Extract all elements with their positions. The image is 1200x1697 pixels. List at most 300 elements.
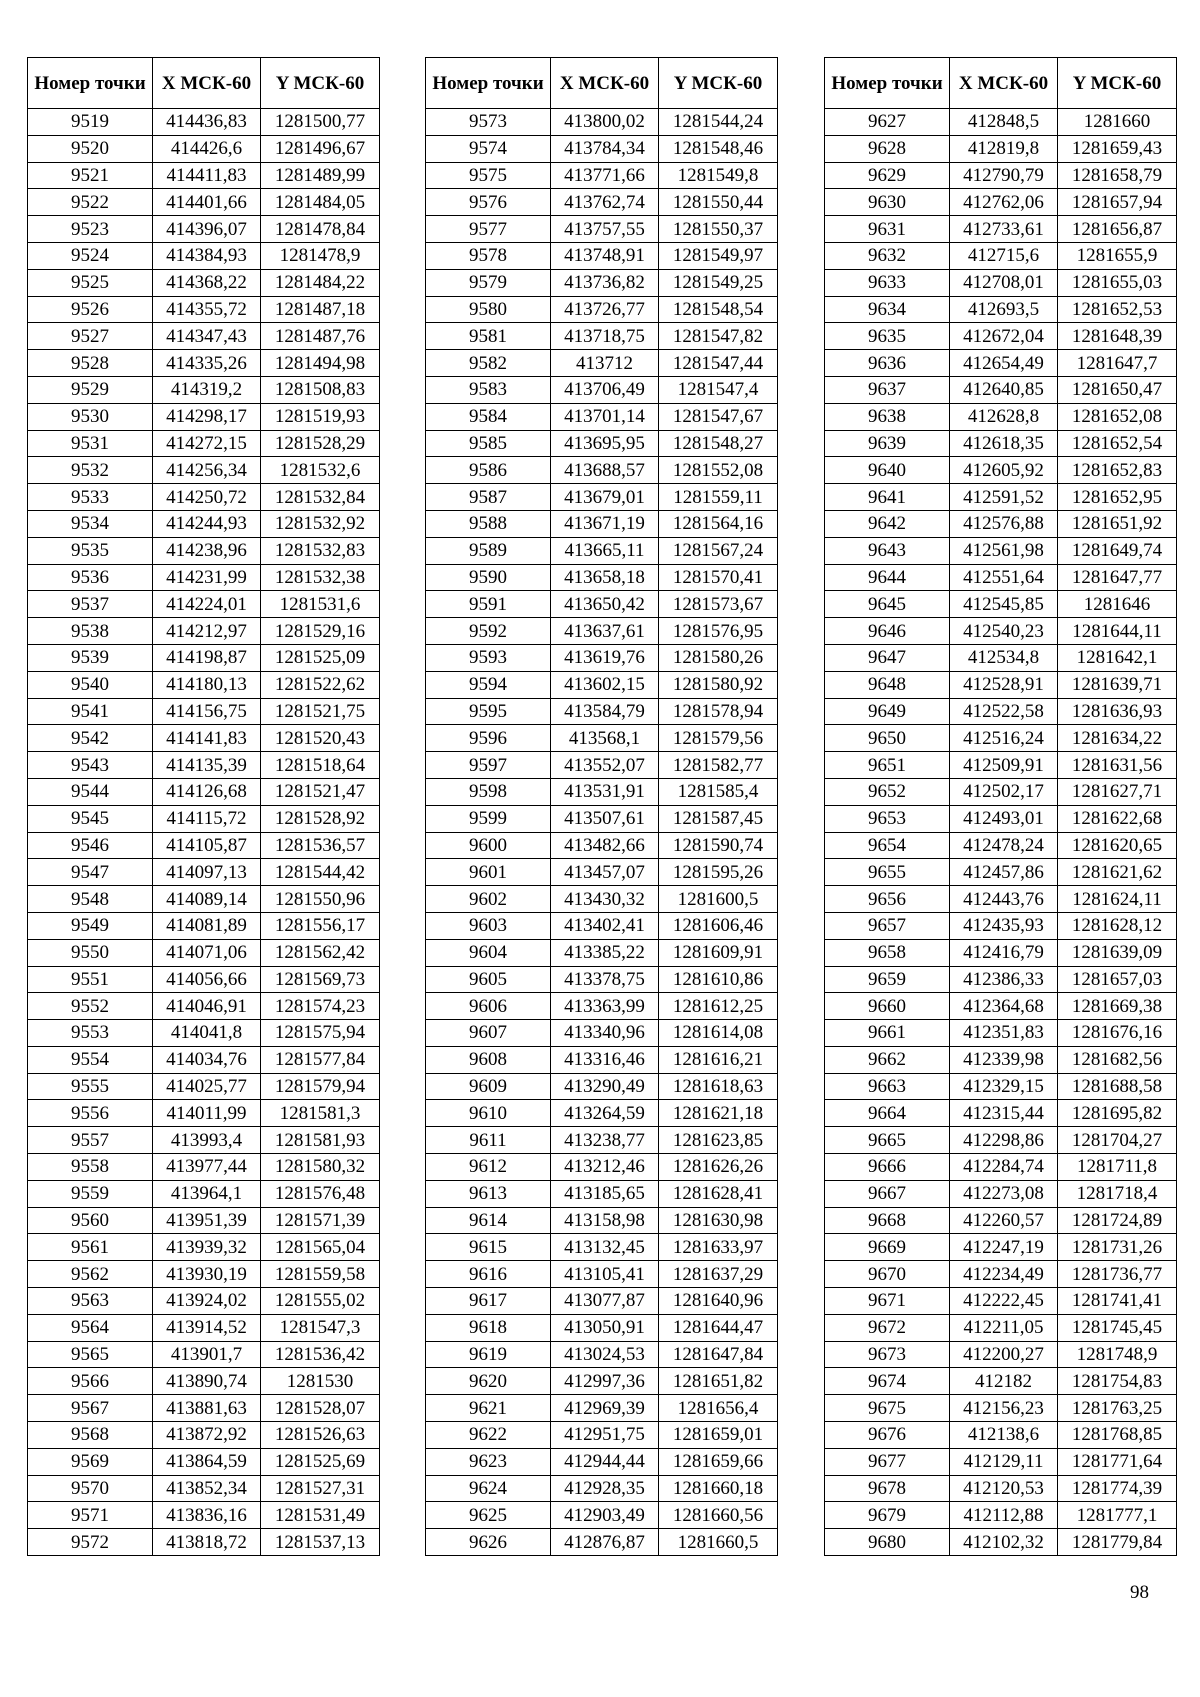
x-coordinate-cell: 414156,75 bbox=[153, 698, 261, 725]
y-coordinate-cell: 1281559,58 bbox=[261, 1261, 380, 1288]
x-coordinate-cell: 414011,99 bbox=[153, 1100, 261, 1127]
x-coordinate-cell: 412618,35 bbox=[950, 430, 1058, 457]
y-coordinate-cell: 1281536,42 bbox=[261, 1341, 380, 1368]
point-number-cell: 9649 bbox=[825, 698, 950, 725]
point-number-cell: 9639 bbox=[825, 430, 950, 457]
point-number-cell: 9638 bbox=[825, 403, 950, 430]
x-coordinate-cell: 412848,5 bbox=[950, 109, 1058, 136]
point-number-cell: 9675 bbox=[825, 1395, 950, 1422]
y-coordinate-cell: 1281522,62 bbox=[261, 671, 380, 698]
y-coordinate-cell: 1281616,21 bbox=[659, 1046, 778, 1073]
x-coordinate-cell: 414081,89 bbox=[153, 912, 261, 939]
x-coordinate-cell: 414244,93 bbox=[153, 510, 261, 537]
coordinate-table-3 bbox=[824, 57, 1177, 1556]
point-number-cell: 9632 bbox=[825, 242, 950, 269]
table-row bbox=[28, 1395, 380, 1422]
x-coordinate-cell: 414384,93 bbox=[153, 242, 261, 269]
table-row bbox=[825, 1046, 1177, 1073]
y-coordinate-cell: 1281500,77 bbox=[261, 109, 380, 136]
y-coordinate-cell: 1281547,3 bbox=[261, 1314, 380, 1341]
x-coordinate-cell: 412260,57 bbox=[950, 1207, 1058, 1234]
x-coordinate-cell: 413185,65 bbox=[551, 1180, 659, 1207]
point-number-cell: 9601 bbox=[426, 859, 551, 886]
point-number-cell: 9567 bbox=[28, 1395, 153, 1422]
point-number-cell: 9642 bbox=[825, 510, 950, 537]
y-coordinate-cell: 1281544,24 bbox=[659, 109, 778, 136]
table-row bbox=[825, 376, 1177, 403]
x-coordinate-cell: 412416,79 bbox=[950, 939, 1058, 966]
x-coordinate-cell: 414126,68 bbox=[153, 778, 261, 805]
y-coordinate-cell: 1281609,91 bbox=[659, 939, 778, 966]
table-row bbox=[825, 1180, 1177, 1207]
point-number-cell: 9651 bbox=[825, 752, 950, 779]
point-number-cell: 9574 bbox=[426, 135, 551, 162]
table-row bbox=[825, 859, 1177, 886]
x-coordinate-cell: 413658,18 bbox=[551, 564, 659, 591]
x-coordinate-cell: 412545,85 bbox=[950, 591, 1058, 618]
x-coordinate-cell: 413077,87 bbox=[551, 1288, 659, 1315]
x-coordinate-cell: 414046,91 bbox=[153, 993, 261, 1020]
y-coordinate-cell: 1281580,92 bbox=[659, 671, 778, 698]
page-number: 98 bbox=[1130, 1582, 1149, 1603]
table-row bbox=[28, 591, 380, 618]
x-coordinate-cell: 413881,63 bbox=[153, 1395, 261, 1422]
table-row bbox=[28, 886, 380, 913]
x-coordinate-cell: 413748,91 bbox=[551, 242, 659, 269]
y-coordinate-cell: 1281745,45 bbox=[1058, 1314, 1177, 1341]
y-coordinate-cell: 1281731,26 bbox=[1058, 1234, 1177, 1261]
y-coordinate-cell: 1281494,98 bbox=[261, 350, 380, 377]
y-coordinate-cell: 1281478,9 bbox=[261, 242, 380, 269]
x-coordinate-cell: 413964,1 bbox=[153, 1180, 261, 1207]
x-coordinate-cell: 413602,15 bbox=[551, 671, 659, 698]
table-row bbox=[825, 296, 1177, 323]
point-number-cell: 9620 bbox=[426, 1368, 551, 1395]
y-coordinate-cell: 1281640,96 bbox=[659, 1288, 778, 1315]
x-coordinate-cell: 413650,42 bbox=[551, 591, 659, 618]
table-row bbox=[28, 1314, 380, 1341]
point-number-cell: 9527 bbox=[28, 323, 153, 350]
point-number-cell: 9625 bbox=[426, 1502, 551, 1529]
x-coordinate-cell: 412284,74 bbox=[950, 1154, 1058, 1181]
point-number-cell: 9532 bbox=[28, 457, 153, 484]
table-row bbox=[426, 725, 778, 752]
point-number-cell: 9525 bbox=[28, 269, 153, 296]
x-coordinate-cell: 413378,75 bbox=[551, 966, 659, 993]
point-number-cell: 9657 bbox=[825, 912, 950, 939]
table-row bbox=[825, 510, 1177, 537]
x-coordinate-cell: 412969,39 bbox=[551, 1395, 659, 1422]
table-row bbox=[28, 1180, 380, 1207]
point-number-cell: 9558 bbox=[28, 1154, 153, 1181]
y-coordinate-cell: 1281724,89 bbox=[1058, 1207, 1177, 1234]
y-coordinate-cell: 1281556,17 bbox=[261, 912, 380, 939]
x-coordinate-cell: 412654,49 bbox=[950, 350, 1058, 377]
point-number-cell: 9547 bbox=[28, 859, 153, 886]
y-coordinate-cell: 1281639,71 bbox=[1058, 671, 1177, 698]
table-row bbox=[825, 644, 1177, 671]
y-coordinate-cell: 1281649,74 bbox=[1058, 537, 1177, 564]
table-row bbox=[28, 296, 380, 323]
table-row bbox=[825, 403, 1177, 430]
point-number-cell: 9588 bbox=[426, 510, 551, 537]
y-coordinate-cell: 1281550,37 bbox=[659, 216, 778, 243]
table-row bbox=[28, 269, 380, 296]
x-coordinate-cell: 413924,02 bbox=[153, 1288, 261, 1315]
point-number-cell: 9577 bbox=[426, 216, 551, 243]
point-number-cell: 9626 bbox=[426, 1529, 551, 1556]
point-number-cell: 9539 bbox=[28, 644, 153, 671]
x-coordinate-cell: 413757,55 bbox=[551, 216, 659, 243]
x-coordinate-cell: 413800,02 bbox=[551, 109, 659, 136]
table-row bbox=[426, 269, 778, 296]
x-coordinate-cell: 414212,97 bbox=[153, 618, 261, 645]
y-coordinate-cell: 1281532,92 bbox=[261, 510, 380, 537]
table-row bbox=[825, 430, 1177, 457]
x-coordinate-cell: 413939,32 bbox=[153, 1234, 261, 1261]
point-number-cell: 9561 bbox=[28, 1234, 153, 1261]
table-row bbox=[28, 430, 380, 457]
point-number-cell: 9664 bbox=[825, 1100, 950, 1127]
point-number-cell: 9536 bbox=[28, 564, 153, 591]
x-coordinate-cell: 412997,36 bbox=[551, 1368, 659, 1395]
y-coordinate-cell: 1281547,4 bbox=[659, 376, 778, 403]
y-coordinate-cell: 1281521,75 bbox=[261, 698, 380, 725]
x-coordinate-cell: 412102,32 bbox=[950, 1529, 1058, 1556]
x-coordinate-cell: 414115,72 bbox=[153, 805, 261, 832]
table-row bbox=[426, 1422, 778, 1449]
point-number-cell: 9582 bbox=[426, 350, 551, 377]
x-coordinate-cell: 412339,98 bbox=[950, 1046, 1058, 1073]
x-coordinate-cell: 412493,01 bbox=[950, 805, 1058, 832]
point-number-cell: 9624 bbox=[426, 1475, 551, 1502]
table-row bbox=[28, 778, 380, 805]
y-coordinate-cell: 1281532,6 bbox=[261, 457, 380, 484]
x-coordinate-cell: 412329,15 bbox=[950, 1073, 1058, 1100]
table-row bbox=[28, 1154, 380, 1181]
x-coordinate-cell: 413864,59 bbox=[153, 1448, 261, 1475]
table-header-row bbox=[825, 58, 1177, 109]
x-coordinate-cell: 413890,74 bbox=[153, 1368, 261, 1395]
y-coordinate-cell: 1281628,41 bbox=[659, 1180, 778, 1207]
point-number-cell: 9652 bbox=[825, 778, 950, 805]
point-number-cell: 9575 bbox=[426, 162, 551, 189]
point-number-cell: 9677 bbox=[825, 1448, 950, 1475]
point-number-cell: 9628 bbox=[825, 135, 950, 162]
x-coordinate-cell: 414250,72 bbox=[153, 484, 261, 511]
point-number-cell: 9597 bbox=[426, 752, 551, 779]
table-row bbox=[825, 832, 1177, 859]
y-coordinate-cell: 1281660,5 bbox=[659, 1529, 778, 1556]
table-row bbox=[825, 323, 1177, 350]
x-coordinate-cell: 412522,58 bbox=[950, 698, 1058, 725]
point-number-cell: 9604 bbox=[426, 939, 551, 966]
point-number-cell: 9605 bbox=[426, 966, 551, 993]
y-coordinate-cell: 1281618,63 bbox=[659, 1073, 778, 1100]
point-number-cell: 9520 bbox=[28, 135, 153, 162]
point-number-cell: 9592 bbox=[426, 618, 551, 645]
point-number-cell: 9645 bbox=[825, 591, 950, 618]
x-coordinate-cell: 412576,88 bbox=[950, 510, 1058, 537]
point-number-cell: 9593 bbox=[426, 644, 551, 671]
table-row bbox=[426, 162, 778, 189]
x-coordinate-cell: 414105,87 bbox=[153, 832, 261, 859]
y-coordinate-cell: 1281771,64 bbox=[1058, 1448, 1177, 1475]
table-row bbox=[28, 966, 380, 993]
x-coordinate-cell: 414347,43 bbox=[153, 323, 261, 350]
x-coordinate-cell: 414256,34 bbox=[153, 457, 261, 484]
point-number-cell: 9647 bbox=[825, 644, 950, 671]
table-row bbox=[825, 216, 1177, 243]
table-row bbox=[426, 832, 778, 859]
table-row bbox=[28, 671, 380, 698]
point-number-cell: 9621 bbox=[426, 1395, 551, 1422]
point-number-cell: 9643 bbox=[825, 537, 950, 564]
x-coordinate-cell: 412693,5 bbox=[950, 296, 1058, 323]
y-coordinate-cell: 1281508,83 bbox=[261, 376, 380, 403]
y-coordinate-cell: 1281774,39 bbox=[1058, 1475, 1177, 1502]
y-coordinate-cell: 1281528,29 bbox=[261, 430, 380, 457]
point-number-cell: 9630 bbox=[825, 189, 950, 216]
x-coordinate-cell: 413568,1 bbox=[551, 725, 659, 752]
y-coordinate-cell: 1281623,85 bbox=[659, 1127, 778, 1154]
x-coordinate-cell: 412457,86 bbox=[950, 859, 1058, 886]
y-coordinate-cell: 1281711,8 bbox=[1058, 1154, 1177, 1181]
table-row bbox=[28, 1020, 380, 1047]
table-row bbox=[825, 189, 1177, 216]
x-coordinate-cell: 412138,6 bbox=[950, 1422, 1058, 1449]
x-coordinate-cell: 412551,64 bbox=[950, 564, 1058, 591]
x-coordinate-cell: 414025,77 bbox=[153, 1073, 261, 1100]
y-coordinate-cell: 1281655,9 bbox=[1058, 242, 1177, 269]
point-number-cell: 9546 bbox=[28, 832, 153, 859]
y-coordinate-cell: 1281532,83 bbox=[261, 537, 380, 564]
point-number-cell: 9614 bbox=[426, 1207, 551, 1234]
point-number-cell: 9595 bbox=[426, 698, 551, 725]
y-coordinate-cell: 1281527,31 bbox=[261, 1475, 380, 1502]
coordinate-table-1 bbox=[27, 57, 380, 1556]
table-row bbox=[426, 564, 778, 591]
y-coordinate-cell: 1281656,4 bbox=[659, 1395, 778, 1422]
table-row bbox=[426, 1020, 778, 1047]
table-row bbox=[825, 778, 1177, 805]
table-row bbox=[28, 216, 380, 243]
table-row bbox=[28, 1261, 380, 1288]
table-row bbox=[28, 1073, 380, 1100]
point-number-cell: 9609 bbox=[426, 1073, 551, 1100]
x-coordinate-cell: 414319,2 bbox=[153, 376, 261, 403]
table-row bbox=[28, 1288, 380, 1315]
x-coordinate-cell: 413402,41 bbox=[551, 912, 659, 939]
table-row bbox=[426, 1288, 778, 1315]
x-coordinate-cell: 412182 bbox=[950, 1368, 1058, 1395]
y-coordinate-cell: 1281657,03 bbox=[1058, 966, 1177, 993]
point-number-cell: 9560 bbox=[28, 1207, 153, 1234]
point-number-cell: 9603 bbox=[426, 912, 551, 939]
y-coordinate-cell: 1281741,41 bbox=[1058, 1288, 1177, 1315]
y-coordinate-cell: 1281659,43 bbox=[1058, 135, 1177, 162]
y-coordinate-cell: 1281704,27 bbox=[1058, 1127, 1177, 1154]
point-number-cell: 9533 bbox=[28, 484, 153, 511]
x-coordinate-cell: 414231,99 bbox=[153, 564, 261, 591]
point-number-cell: 9540 bbox=[28, 671, 153, 698]
table-row bbox=[825, 886, 1177, 913]
point-number-cell: 9523 bbox=[28, 216, 153, 243]
point-number-cell: 9622 bbox=[426, 1422, 551, 1449]
point-number-cell: 9635 bbox=[825, 323, 950, 350]
point-number-cell: 9613 bbox=[426, 1180, 551, 1207]
y-coordinate-cell: 1281519,93 bbox=[261, 403, 380, 430]
point-number-cell: 9549 bbox=[28, 912, 153, 939]
table-row bbox=[825, 1288, 1177, 1315]
x-coordinate-cell: 412672,04 bbox=[950, 323, 1058, 350]
y-coordinate-cell: 1281530 bbox=[261, 1368, 380, 1395]
point-number-cell: 9655 bbox=[825, 859, 950, 886]
point-number-cell: 9568 bbox=[28, 1422, 153, 1449]
x-coordinate-cell: 413105,41 bbox=[551, 1261, 659, 1288]
x-coordinate-cell: 413619,76 bbox=[551, 644, 659, 671]
point-number-cell: 9679 bbox=[825, 1502, 950, 1529]
x-coordinate-cell: 413385,22 bbox=[551, 939, 659, 966]
table-row bbox=[426, 1073, 778, 1100]
point-number-cell: 9550 bbox=[28, 939, 153, 966]
point-number-cell: 9615 bbox=[426, 1234, 551, 1261]
y-coordinate-cell: 1281526,63 bbox=[261, 1422, 380, 1449]
x-coordinate-cell: 413930,19 bbox=[153, 1261, 261, 1288]
y-coordinate-cell: 1281478,84 bbox=[261, 216, 380, 243]
point-number-cell: 9640 bbox=[825, 457, 950, 484]
x-coordinate-cell: 412435,93 bbox=[950, 912, 1058, 939]
y-coordinate-cell: 1281536,57 bbox=[261, 832, 380, 859]
point-number-cell: 9636 bbox=[825, 350, 950, 377]
table-row bbox=[825, 1261, 1177, 1288]
x-coordinate-cell: 412790,79 bbox=[950, 162, 1058, 189]
table-row bbox=[426, 430, 778, 457]
table-row bbox=[28, 832, 380, 859]
y-coordinate-header: Y МСК-60 bbox=[261, 58, 380, 109]
y-coordinate-cell: 1281544,42 bbox=[261, 859, 380, 886]
y-coordinate-cell: 1281647,77 bbox=[1058, 564, 1177, 591]
point-number-cell: 9571 bbox=[28, 1502, 153, 1529]
point-number-cell: 9673 bbox=[825, 1341, 950, 1368]
point-number-cell: 9607 bbox=[426, 1020, 551, 1047]
table-row bbox=[825, 698, 1177, 725]
x-coordinate-cell: 413531,91 bbox=[551, 778, 659, 805]
table-row bbox=[825, 1314, 1177, 1341]
y-coordinate-cell: 1281633,97 bbox=[659, 1234, 778, 1261]
table-row bbox=[28, 323, 380, 350]
y-coordinate-cell: 1281550,96 bbox=[261, 886, 380, 913]
table-row bbox=[825, 242, 1177, 269]
table-row bbox=[28, 725, 380, 752]
point-number-cell: 9596 bbox=[426, 725, 551, 752]
x-coordinate-cell: 414180,13 bbox=[153, 671, 261, 698]
y-coordinate-cell: 1281580,26 bbox=[659, 644, 778, 671]
point-number-cell: 9627 bbox=[825, 109, 950, 136]
y-coordinate-cell: 1281651,82 bbox=[659, 1368, 778, 1395]
table-row bbox=[426, 1341, 778, 1368]
table-row bbox=[426, 109, 778, 136]
x-coordinate-cell: 413212,46 bbox=[551, 1154, 659, 1181]
y-coordinate-cell: 1281570,41 bbox=[659, 564, 778, 591]
y-coordinate-cell: 1281754,83 bbox=[1058, 1368, 1177, 1395]
point-number-cell: 9535 bbox=[28, 537, 153, 564]
table-row bbox=[28, 1368, 380, 1395]
x-coordinate-cell: 413340,96 bbox=[551, 1020, 659, 1047]
x-coordinate-cell: 412478,24 bbox=[950, 832, 1058, 859]
y-coordinate-cell: 1281659,01 bbox=[659, 1422, 778, 1449]
point-number-cell: 9616 bbox=[426, 1261, 551, 1288]
table-row bbox=[825, 618, 1177, 645]
x-coordinate-cell: 413637,61 bbox=[551, 618, 659, 645]
point-number-cell: 9537 bbox=[28, 591, 153, 618]
point-number-cell: 9660 bbox=[825, 993, 950, 1020]
table-row bbox=[426, 135, 778, 162]
y-coordinate-cell: 1281528,92 bbox=[261, 805, 380, 832]
point-number-cell: 9562 bbox=[28, 1261, 153, 1288]
x-coordinate-cell: 413482,66 bbox=[551, 832, 659, 859]
table-row bbox=[426, 242, 778, 269]
table-row bbox=[426, 376, 778, 403]
table-row bbox=[28, 1207, 380, 1234]
table-row bbox=[28, 1234, 380, 1261]
x-coordinate-cell: 412273,08 bbox=[950, 1180, 1058, 1207]
y-coordinate-cell: 1281595,26 bbox=[659, 859, 778, 886]
x-coordinate-cell: 414272,15 bbox=[153, 430, 261, 457]
y-coordinate-cell: 1281573,67 bbox=[659, 591, 778, 618]
point-number-cell: 9662 bbox=[825, 1046, 950, 1073]
table-row bbox=[426, 1395, 778, 1422]
point-number-cell: 9552 bbox=[28, 993, 153, 1020]
x-coordinate-cell: 413132,45 bbox=[551, 1234, 659, 1261]
y-coordinate-cell: 1281582,77 bbox=[659, 752, 778, 779]
y-coordinate-cell: 1281628,12 bbox=[1058, 912, 1177, 939]
table-row bbox=[825, 725, 1177, 752]
point-number-cell: 9631 bbox=[825, 216, 950, 243]
table-row bbox=[426, 403, 778, 430]
x-coordinate-cell: 412733,61 bbox=[950, 216, 1058, 243]
point-number-cell: 9648 bbox=[825, 671, 950, 698]
x-coordinate-cell: 414396,07 bbox=[153, 216, 261, 243]
y-coordinate-cell: 1281548,46 bbox=[659, 135, 778, 162]
point-number-cell: 9617 bbox=[426, 1288, 551, 1315]
point-number-cell: 9680 bbox=[825, 1529, 950, 1556]
table-row bbox=[825, 1207, 1177, 1234]
point-number-cell: 9669 bbox=[825, 1234, 950, 1261]
x-coordinate-cell: 414368,22 bbox=[153, 269, 261, 296]
y-coordinate-cell: 1281549,25 bbox=[659, 269, 778, 296]
point-number-cell: 9672 bbox=[825, 1314, 950, 1341]
table-row bbox=[825, 752, 1177, 779]
table-row bbox=[28, 859, 380, 886]
table-row bbox=[426, 510, 778, 537]
table-row bbox=[825, 671, 1177, 698]
point-number-cell: 9665 bbox=[825, 1127, 950, 1154]
y-coordinate-cell: 1281547,82 bbox=[659, 323, 778, 350]
y-coordinate-cell: 1281627,71 bbox=[1058, 778, 1177, 805]
table-row bbox=[426, 457, 778, 484]
table-row bbox=[825, 109, 1177, 136]
y-coordinate-cell: 1281489,99 bbox=[261, 162, 380, 189]
y-coordinate-cell: 1281579,56 bbox=[659, 725, 778, 752]
point-number-cell: 9541 bbox=[28, 698, 153, 725]
y-coordinate-cell: 1281646 bbox=[1058, 591, 1177, 618]
point-number-cell: 9612 bbox=[426, 1154, 551, 1181]
x-coordinate-cell: 413688,57 bbox=[551, 457, 659, 484]
point-number-cell: 9545 bbox=[28, 805, 153, 832]
point-number-cell: 9591 bbox=[426, 591, 551, 618]
y-coordinate-cell: 1281658,79 bbox=[1058, 162, 1177, 189]
